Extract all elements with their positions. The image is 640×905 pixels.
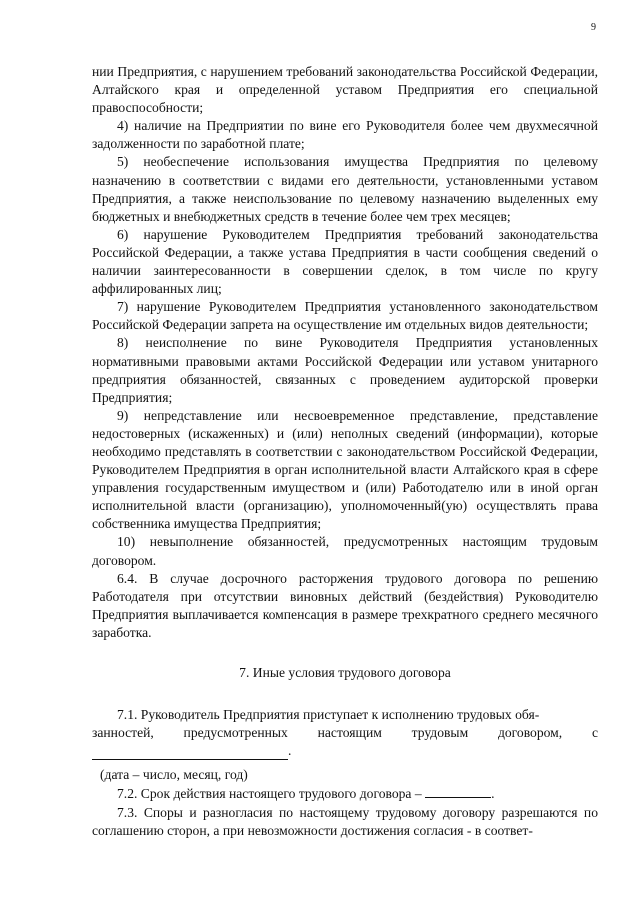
clause-7-1-line2 <box>92 724 598 742</box>
list-item-4: 4) наличие на Предприятии по вине его Руководителя более чем двухмесячной задолженности по заработной плате; <box>92 118 598 152</box>
list-item-8: 8) неисполнение по вине Руководителя Предприятия установленных нормативными правовыми актами Российской Федерации или уставом унитарного предприятия обязанностей, связанных с проведением аудиторской проверки Предприятия; <box>92 335 598 405</box>
word: занностей, <box>92 725 154 741</box>
word: договором, <box>497 725 563 741</box>
term-blank <box>425 784 491 798</box>
list-item-5: 5) необеспечение использования имущества Предприятия по целевому назначению в соответствии с видами его деятельности, установленными уставом Предприятия, а также неиспользование по целевому назначению выделенных ему бюджетных и внебюджетных средств в течение более чем трех месяцев; <box>92 154 598 224</box>
page-number: 9 <box>591 22 596 33</box>
clause-7-2-end: . <box>491 786 495 802</box>
list-item-6: 6) нарушение Руководителем Предприятия требований законодательства Российской Федерации, а также устава Предприятия в части сообщения сведений о наличии заинтересованности в совершении сделок, в том числе по кругу аффилированных лиц; <box>92 226 598 297</box>
clause-6-4: 6.4. В случае досрочного расторжения трудового договора по решению Работодателя при отсутствии виновных действий (бездействия) Руководителю Предприятия выплачивается компенсация в размере трехкратного среднего месячного заработка. <box>92 570 598 640</box>
list-item-9: 9) непредставление или несвоевременное представление, представление недостоверных (искаженных) и (или) неполных сведений (информации), которые необходимо представлять в соответствии с законодательством Российской Федерации, Руководителем Предприятия в орган исполнительной власти Алтайского края в сфере управления государственным имуществом и (или) Работодателю или в иной орган исполнительной власти (организацию), уполномоченный(ую) осуществлять права собственника имущества Предприятия; <box>92 407 598 532</box>
paragraph-continuation: нии Предприятия, с нарушением требований законодательства Российской Федерации, Алтайского края и определенной уставом Предприятия его специальной правоспособности; <box>92 64 598 116</box>
document-body <box>92 63 598 840</box>
clause-7-1-line3 <box>92 742 598 760</box>
start-date-blank <box>92 746 288 760</box>
clause-7-1-end: . <box>288 743 292 759</box>
word: предусмотренных <box>183 725 288 741</box>
list-item-7: 7) нарушение Руководителем Предприятия установленного законодательством Российской Федерации запрета на осуществление им отдельных видов деятельности; <box>92 299 598 333</box>
section-heading: 7. Иные условия трудового договора <box>239 665 451 680</box>
list-item-10: 10) невыполнение обязанностей, предусмотренных настоящим трудовым договором. <box>92 534 598 568</box>
clause-7-2-text: 7.2. Срок действия настоящего трудового договора – <box>117 786 422 802</box>
clause-7-3: 7.3. Споры и разногласия по настоящему трудовому договору разрешаются по соглашению сторон, а при невозможности достижения согласия - в соответ- <box>92 804 598 838</box>
word: настоящим <box>317 725 382 741</box>
date-note: (дата – число, месяц, год) <box>100 767 248 783</box>
word: с <box>591 725 598 741</box>
clause-7-2 <box>92 784 598 803</box>
word: трудовым <box>411 725 469 741</box>
clause-7-1-line1: 7.1. Руководитель Предприятия приступает к исполнению трудовых обя- <box>117 707 540 723</box>
